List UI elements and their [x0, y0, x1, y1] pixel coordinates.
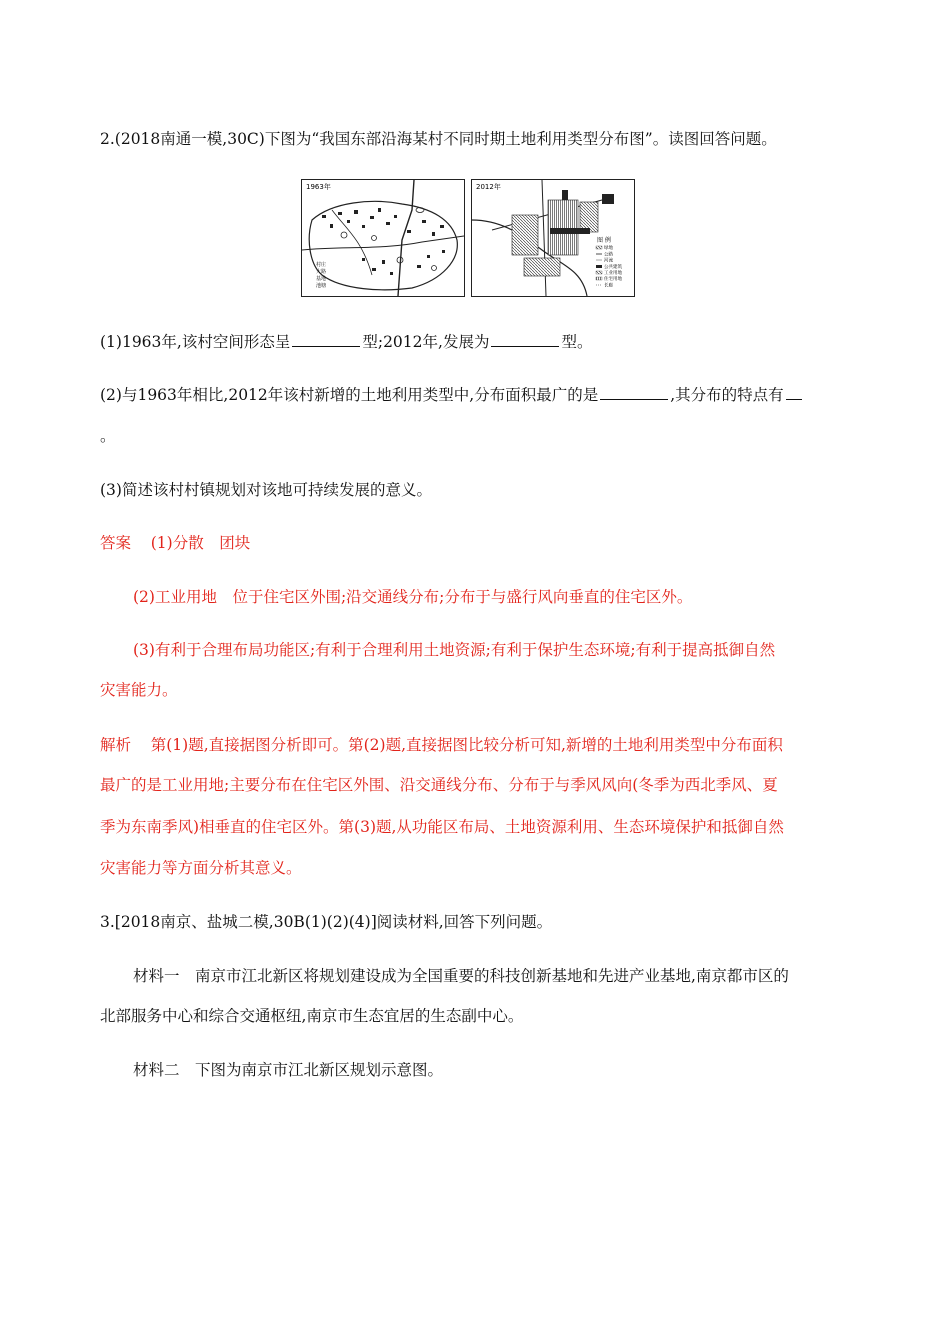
q3-material1: 材料一 南京市江北新区将规划建设成为全国重要的科技创新基地和先进产业基地,南京都市区的	[133, 967, 789, 985]
svg-text:住宅用地: 住宅用地	[604, 277, 622, 282]
map-1963-label: 1963年	[306, 183, 331, 191]
svg-text:长廊: 长廊	[604, 283, 613, 289]
analysis-line-2: 最广的是工业用地;主要分布在住宅区外围、沿交通线分布、分布于与季风风向(冬季为西北季风、夏	[100, 776, 778, 794]
q2-sub1: (1)1963年,该村空间形态呈 型;2012年,发展为 型。	[100, 333, 593, 351]
svg-text:村庄: 村庄	[316, 262, 327, 268]
analysis-line-3: 季为东南季风)相垂直的住宅区外。第(3)题,从功能区布局、土地资源利用、生态环境保护和抵御自然	[100, 818, 784, 836]
answer-line-3: (3)有利于合理布局功能区;有利于合理利用土地资源;有利于保护生态环境;有利于提高抵御自然	[133, 641, 776, 659]
svg-text:公路: 公路	[604, 252, 613, 258]
map-2012-label: 2012年	[476, 183, 501, 191]
q2-sub2: (2)与1963年相比,2012年该村新增的土地利用类型中,分布面积最广的是 ,其分布的特点有	[100, 385, 850, 405]
svg-text:工业用地: 工业用地	[604, 271, 622, 276]
answer-label: 答案	[100, 534, 132, 552]
q3-material1-cont: 北部服务中心和综合交通枢纽,南京市生态宜居的生态副中心。	[100, 1007, 524, 1025]
land-use-figure	[301, 179, 663, 297]
q2-stem: 2.(2018南通一模,30C)下图为“我国东部沿海某村不同时期土地利用类型分布图”。读图回答问题。	[100, 130, 777, 148]
q2-sub2-end: 。	[100, 427, 116, 445]
q3-stem: 3.[2018南京、盐城二模,30B(1)(2)(4)]阅读材料,回答下列问题。	[100, 913, 553, 931]
answer-line-2: (2)工业用地 位于住宅区外围;沿交通线分布;分布于与盛行风向垂直的住宅区外。	[133, 588, 693, 606]
answer-blank-3[interactable]	[600, 385, 668, 400]
svg-text:绿地: 绿地	[604, 246, 613, 251]
analysis-label: 解析	[100, 736, 132, 754]
map-2012	[471, 179, 635, 297]
analysis-line-4: 灾害能力等方面分析其意义。	[100, 859, 302, 877]
map-2012-legend-title: 图 例	[597, 237, 611, 244]
svg-text:大路: 大路	[316, 269, 327, 275]
svg-text:池塘: 池塘	[316, 283, 327, 289]
analysis-line-1: 解析 第(1)题,直接据图分析即可。第(2)题,直接据图比较分析可知,新增的土地利用类型中分布面积	[100, 736, 783, 754]
answer-line-3b: 灾害能力。	[100, 681, 178, 699]
answer-blank-1[interactable]	[292, 332, 360, 347]
svg-text:河流: 河流	[604, 258, 613, 264]
svg-text:基地: 基地	[316, 276, 327, 282]
q2-sub3: (3)简述该村村镇规划对该地可持续发展的意义。	[100, 481, 432, 499]
answer-line-1: 答案 (1)分散 团块	[100, 534, 251, 552]
answer-blank-4[interactable]	[786, 385, 802, 400]
svg-text:公共建筑: 公共建筑	[604, 265, 622, 270]
answer-blank-2[interactable]	[491, 332, 559, 347]
map-1963	[301, 179, 465, 297]
q3-material2: 材料二 下图为南京市江北新区规划示意图。	[133, 1061, 444, 1079]
